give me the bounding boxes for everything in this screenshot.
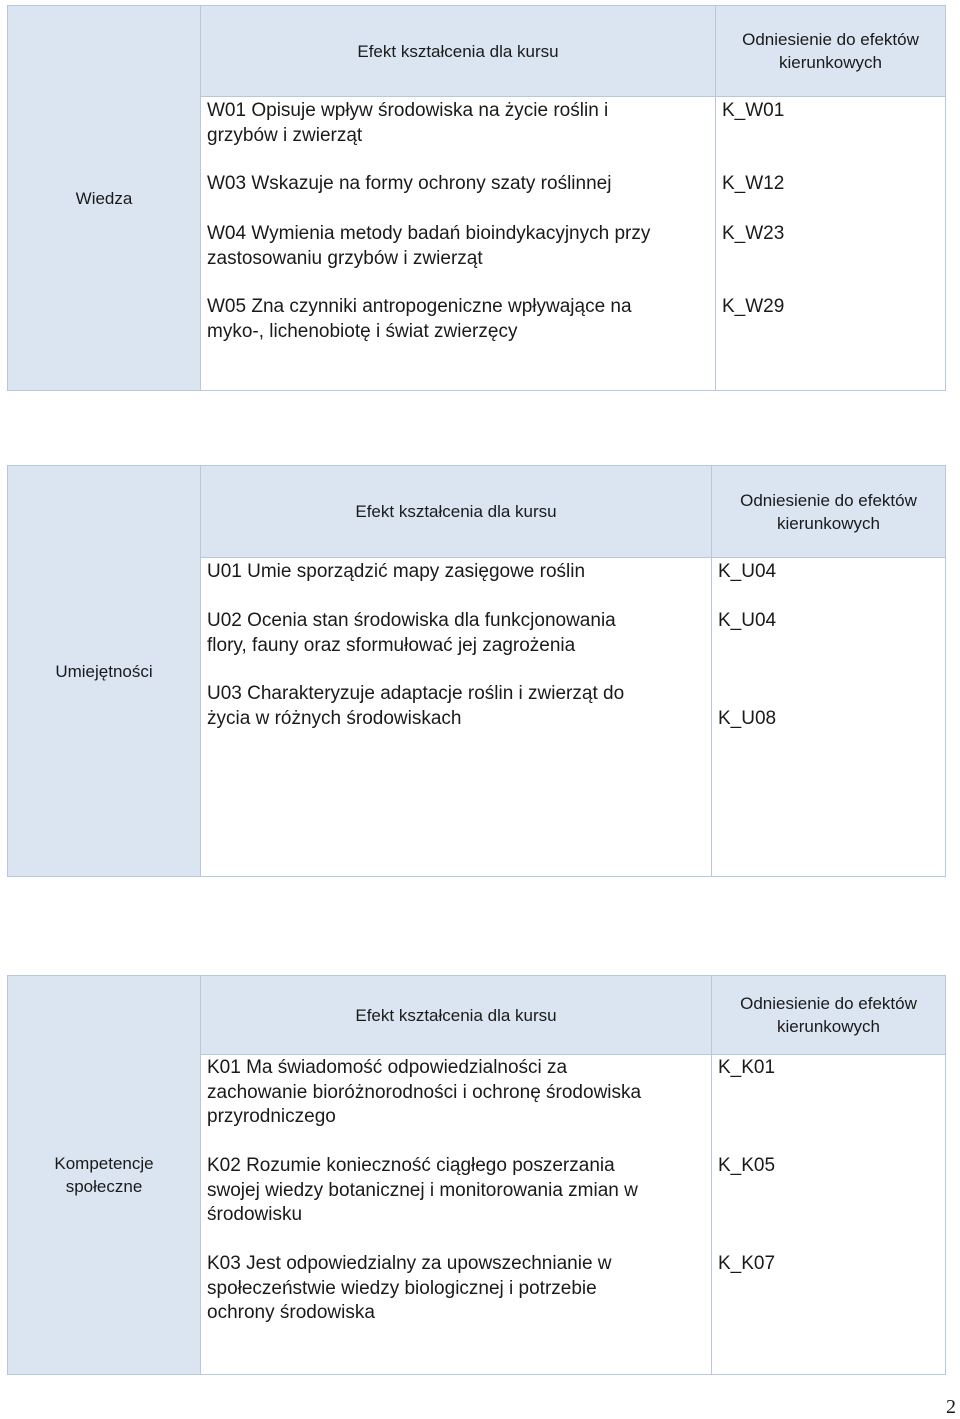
effect-text-line: U03 Charakteryzuje adaptacje roślin i zwierząt do: [207, 683, 625, 704]
category-cell: Kompetencje społeczne: [8, 976, 201, 1374]
effect-item: [207, 1154, 638, 1228]
effect-text-line: środowisku: [207, 1204, 303, 1225]
effect-text-line: K02 Rozumie konieczność ciągłego poszerzania: [207, 1155, 615, 1176]
reference-code: K_K07: [718, 1253, 776, 1274]
effect-text-line: U01 Umie sporządzić mapy zasięgowe roślin: [207, 561, 586, 582]
header-effect: Efekt kształcenia dla kursu: [201, 466, 711, 558]
header-effect: Efekt kształcenia dla kursu: [201, 6, 715, 97]
reference-code: K_K05: [718, 1155, 776, 1176]
reference-code: K_K01: [718, 1057, 776, 1078]
effect-item: [207, 682, 624, 731]
effect-text-line: zachowanie bioróżnorodności i ochronę środowiska: [207, 1081, 642, 1103]
effect-text-line: W01 Opisuje wpływ środowiska na życie roślin i: [207, 100, 609, 121]
reference-code: K_U04: [718, 561, 777, 582]
reference-code: K_W12: [722, 173, 785, 194]
effect-text-line: swojej wiedzy botanicznej i monitorowania zmian w: [207, 1179, 638, 1201]
effect-item: [207, 560, 585, 585]
effect-text-line: flory, fauny oraz sformułować jej zagrożenia: [207, 634, 576, 656]
reference-code: K_W23: [722, 223, 785, 244]
effect-text-line: grzybów i zwierząt: [207, 124, 363, 146]
header-reference: Odniesienie do efektów kierunkowych: [711, 466, 945, 558]
effect-text-line: K03 Jest odpowiedzialny za upowszechnianie w: [207, 1253, 612, 1274]
effect-text-line: W04 Wymienia metody badań bioindykacyjnych przy: [207, 223, 651, 244]
category-cell: Wiedza: [8, 6, 201, 390]
reference-code: K_U04: [718, 610, 777, 631]
effect-item: [207, 295, 632, 344]
effect-text-line: W03 Wskazuje na formy ochrony szaty roślinnej: [207, 173, 612, 194]
table-umiejetnosci: [7, 465, 946, 877]
effect-item: [207, 1252, 612, 1326]
effect-text-line: K01 Ma świadomość odpowiedzialności za: [207, 1057, 568, 1078]
effect-text-line: życia w różnych środowiskach: [207, 707, 462, 729]
header-reference: Odniesienie do efektów kierunkowych: [711, 976, 945, 1055]
table-kompetencje: [7, 975, 946, 1375]
effect-item: [207, 609, 616, 658]
effect-text-line: przyrodniczego: [207, 1106, 336, 1127]
category-cell: Umiejętności: [8, 466, 201, 876]
references-column: [711, 1055, 945, 1374]
reference-code: K_W29: [722, 296, 785, 317]
effect-text-line: U02 Ocenia stan środowiska dla funkcjonowania: [207, 610, 616, 631]
effect-text-line: ochrony środowiska: [207, 1302, 375, 1323]
effect-item: [207, 99, 608, 148]
header-effect: Efekt kształcenia dla kursu: [201, 976, 711, 1055]
effect-item: [207, 1056, 641, 1130]
effect-item: [207, 172, 611, 197]
reference-code: K_U08: [718, 708, 777, 729]
table-wiedza: [7, 5, 946, 391]
effect-text-line: myko-, lichenobiotę i świat zwierzęcy: [207, 320, 518, 342]
effect-text-line: zastosowaniu grzybów i zwierząt: [207, 247, 483, 269]
effect-text-line: społeczeństwie wiedzy biologicznej i potrzebie: [207, 1277, 597, 1299]
effect-text-line: W05 Zna czynniki antropogeniczne wpływające na: [207, 296, 632, 317]
header-reference: Odniesienie do efektów kierunkowych: [715, 6, 945, 97]
page-number: 2: [946, 1396, 956, 1418]
effect-item: [207, 222, 650, 271]
reference-code: K_W01: [722, 100, 785, 121]
